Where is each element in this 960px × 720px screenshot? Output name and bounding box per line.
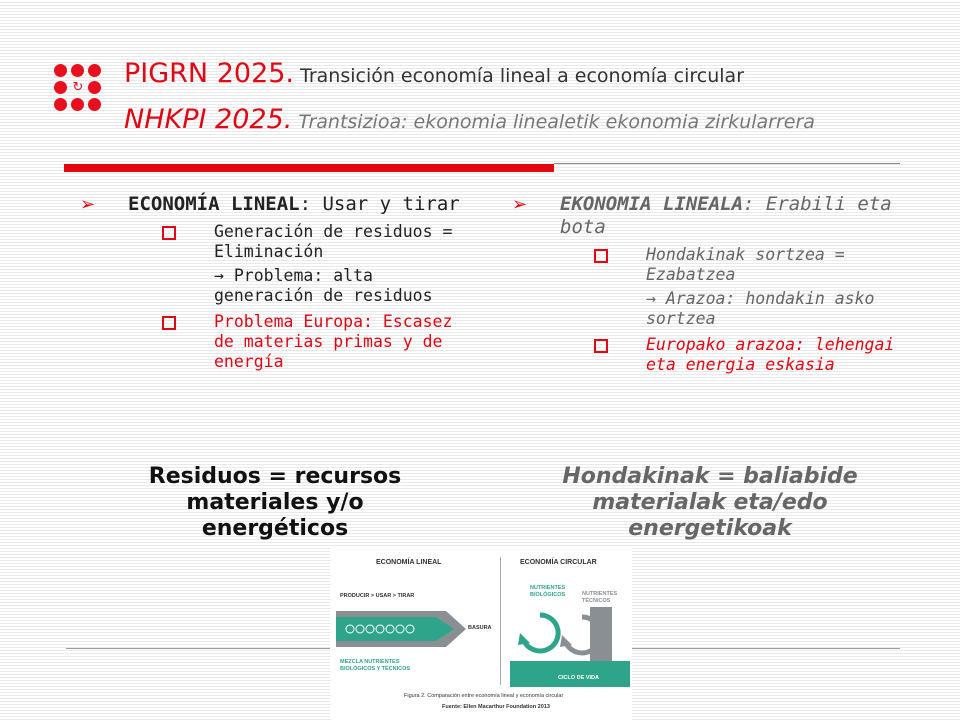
bottom-line-right: [632, 648, 900, 649]
figure-divider: [500, 557, 501, 685]
sub-bullet-problema: → Problema: alta generación de residuos: [214, 266, 433, 305]
figure-flow-label: PRODUCIR > USAR > TIRAR: [340, 593, 415, 599]
figure-nutrientes-tec-label: NUTRIENTES TÉCNICOS: [582, 591, 618, 604]
figure-source: Fuente: Ellen Macarthur Foundation 2013: [442, 704, 550, 710]
bottom-line-left: [66, 648, 330, 649]
figure-basura-label: BASURA: [468, 625, 492, 631]
arrow-bullet-icon: ➢: [80, 194, 96, 215]
figure-mezcla-label: MEZCLA NUTRIENTES BIOLÓGICOS Y TÉCNICOS: [340, 659, 411, 672]
figure-ciclo-label: CICLO DE VIDA: [558, 675, 599, 681]
checkbox-bullet-icon: [594, 339, 608, 353]
comparison-figure: [330, 547, 632, 720]
sub-bullet-generacion: Generación de residuos = Eliminación: [80, 222, 480, 262]
figure-caption: Figura 2. Comparación entre economía lineal y economía circular: [404, 693, 564, 699]
bullet-economia-lineal: ➢ ECONOMÍA LINEAL: Usar y tirar: [80, 193, 460, 215]
checkbox-bullet-icon: [162, 226, 176, 240]
sub-bullet-arazoa: → Arazoa: hondakin asko sortzea: [646, 289, 875, 328]
title-underline-thin: [554, 163, 900, 164]
title-basque: NHKPI 2025. Trantsizioa: ekonomia linealetik ekonomia zirkularrera: [124, 104, 815, 135]
checkbox-bullet-icon: [594, 249, 608, 263]
figure-circular-title: ECONOMÍA CIRCULAR: [520, 559, 597, 566]
left-column-spanish: [80, 193, 480, 372]
logo: [54, 64, 102, 112]
checkbox-bullet-icon: [162, 316, 176, 330]
arrow-bullet-icon: ➢: [512, 194, 528, 215]
sub-bullet-europako-arazoa: Europako arazoa: lehengai eta energia eskasia: [512, 335, 912, 375]
recycle-icon: ↻: [72, 80, 84, 95]
figure-nutrientes-bio-label: NUTRIENTES BIOLÓGICOS: [530, 585, 566, 598]
figure-lineal-title: ECONOMÍA LINEAL: [376, 559, 442, 566]
sub-bullet-problema-europa: Problema Europa: Escasez de materias primas y de energía: [80, 312, 480, 372]
title-spanish: PIGRN 2025. Transición economía lineal a economía circular: [124, 58, 745, 89]
sub-bullet-hondakinak: Hondakinak sortzea = Ezabatzea: [512, 245, 912, 285]
conclusion-basque: Hondakinak = baliabide materialak eta/edo energetikoak: [562, 464, 858, 541]
conclusion-spanish: Residuos = recursos materiales y/o energéticos: [148, 464, 402, 541]
title-underline-red: [64, 164, 554, 172]
right-column-basque: [512, 193, 912, 375]
bullet-ekonomia-lineala: ➢ EKONOMIA LINEALA: Erabili eta bota: [512, 193, 892, 238]
